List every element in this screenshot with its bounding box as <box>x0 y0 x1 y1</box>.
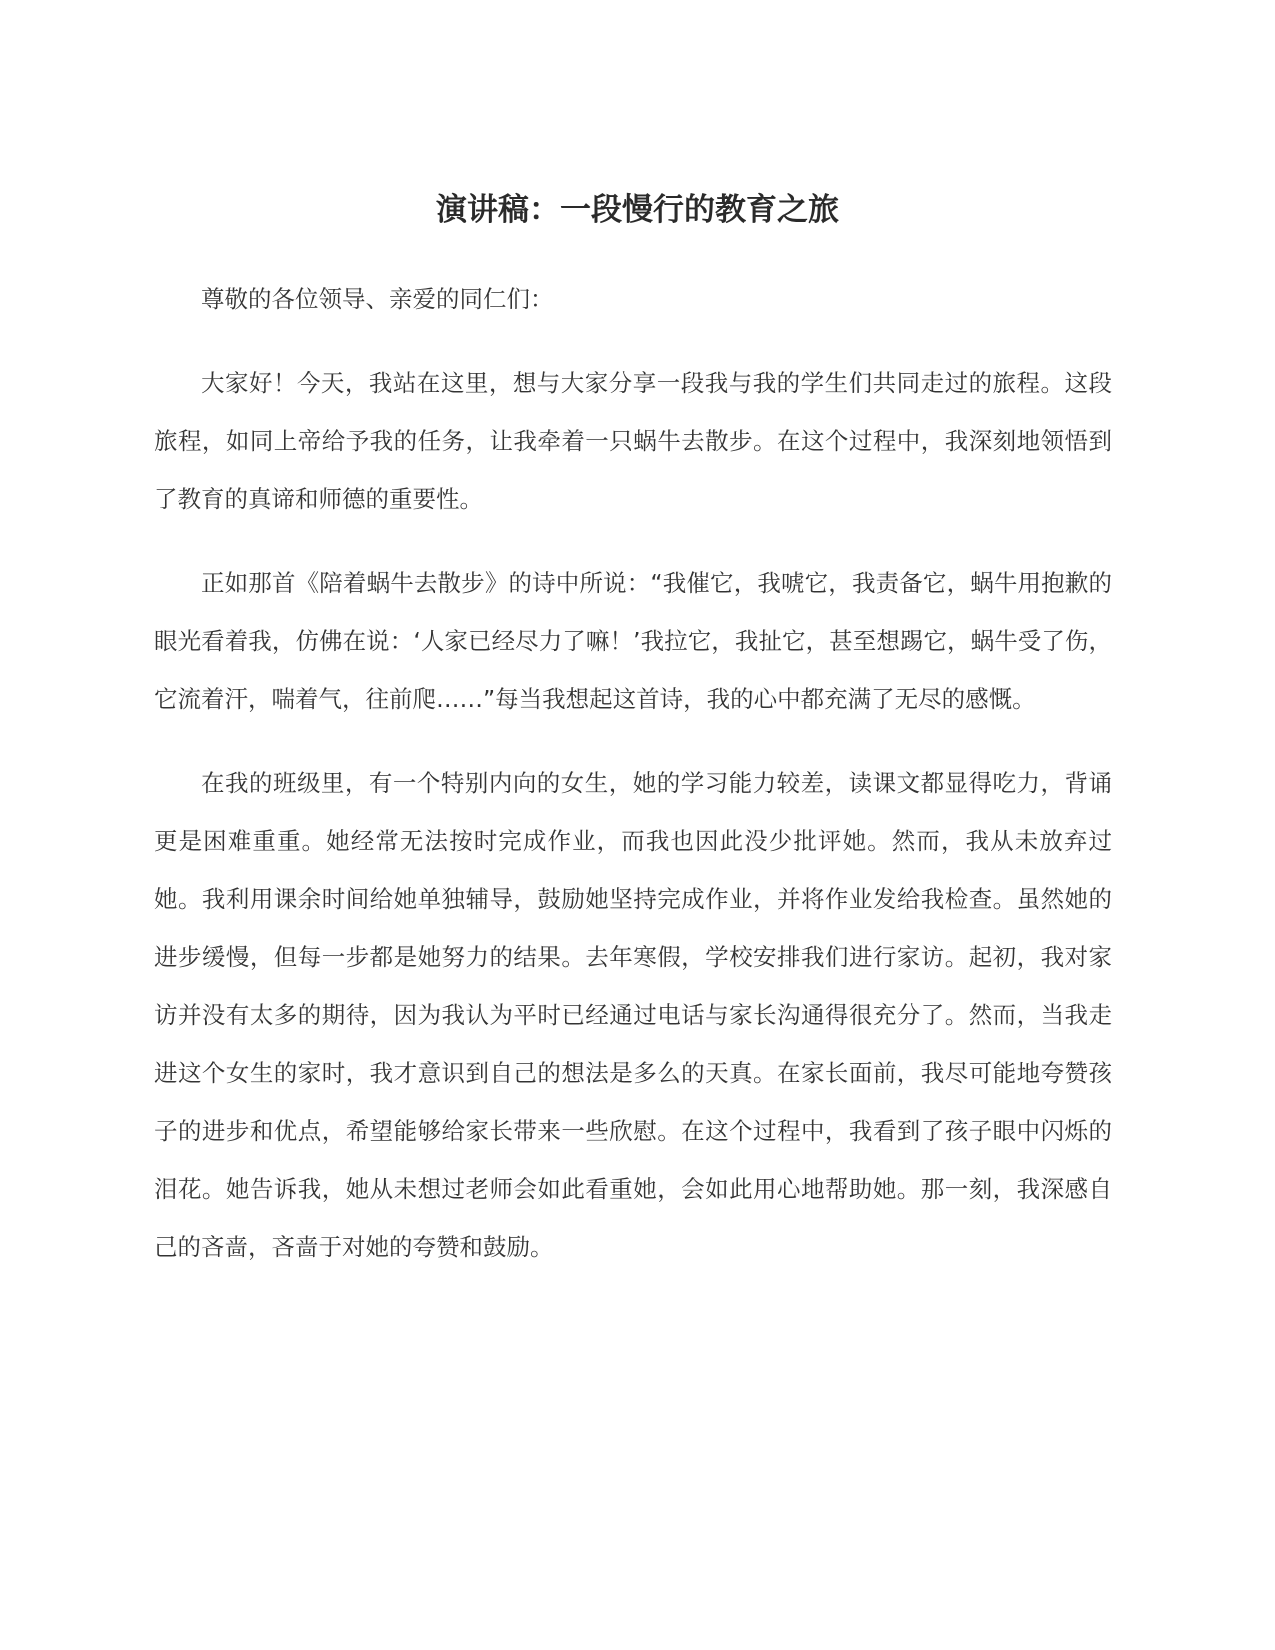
document-title: 演讲稿：一段慢行的教育之旅 <box>436 192 839 228</box>
paragraph-poem: 正如那首《陪着蜗牛去散步》的诗中所说：“我催它，我唬它，我责备它，蜗牛用抱歉的眼光看着我，仿佛在说：‘人家已经尽力了嘛！’我拉它，我扯它，甚至想踢它，蜗牛受了伤，它流着汗，喘着气，往前爬……”每当我想起这首诗，我的心中都充满了无尽的感慨。 <box>154 569 1112 713</box>
paragraph-story: 在我的班级里，有一个特别内向的女生，她的学习能力较差，读课文都显得吃力，背诵更是困难重重。她经常无法按时完成作业，而我也因此没少批评她。然而，我从未放弃过她。我利用课余时间给她单独辅导，鼓励她坚持完成作业，并将作业发给我检查。虽然她的进步缓慢，但每一步都是她努力的结果。去年寒假，学校安排我们进行家访。起初，我对家访并没有太多的期待，因为我认为平时已经通过电话与家长沟通得很充分了。然而，当我走进这个女生的家时，我才意识到自己的想法是多么的天真。在家长面前，我尽可能地夸赞孩子的进步和优点，希望能够给家长带来一些欣慰。在这个过程中，我看到了孩子眼中闪烁的泪花。她告诉我，她从未想过老师会如此看重她，会如此用心地帮助她。那一刻，我深感自己的吝啬，吝啬于对她的夸赞和鼓励。 <box>154 769 1112 1261</box>
document-body <box>154 270 1112 1302</box>
paragraph-greeting: 尊敬的各位领导、亲爱的同仁们： <box>201 285 554 313</box>
paragraph-intro: 大家好！今天，我站在这里，想与大家分享一段我与我的学生们共同走过的旅程。这段旅程，如同上帝给予我的任务，让我牵着一只蜗牛去散步。在这个过程中，我深刻地领悟到了教育的真谛和师德的重要性。 <box>154 369 1112 513</box>
